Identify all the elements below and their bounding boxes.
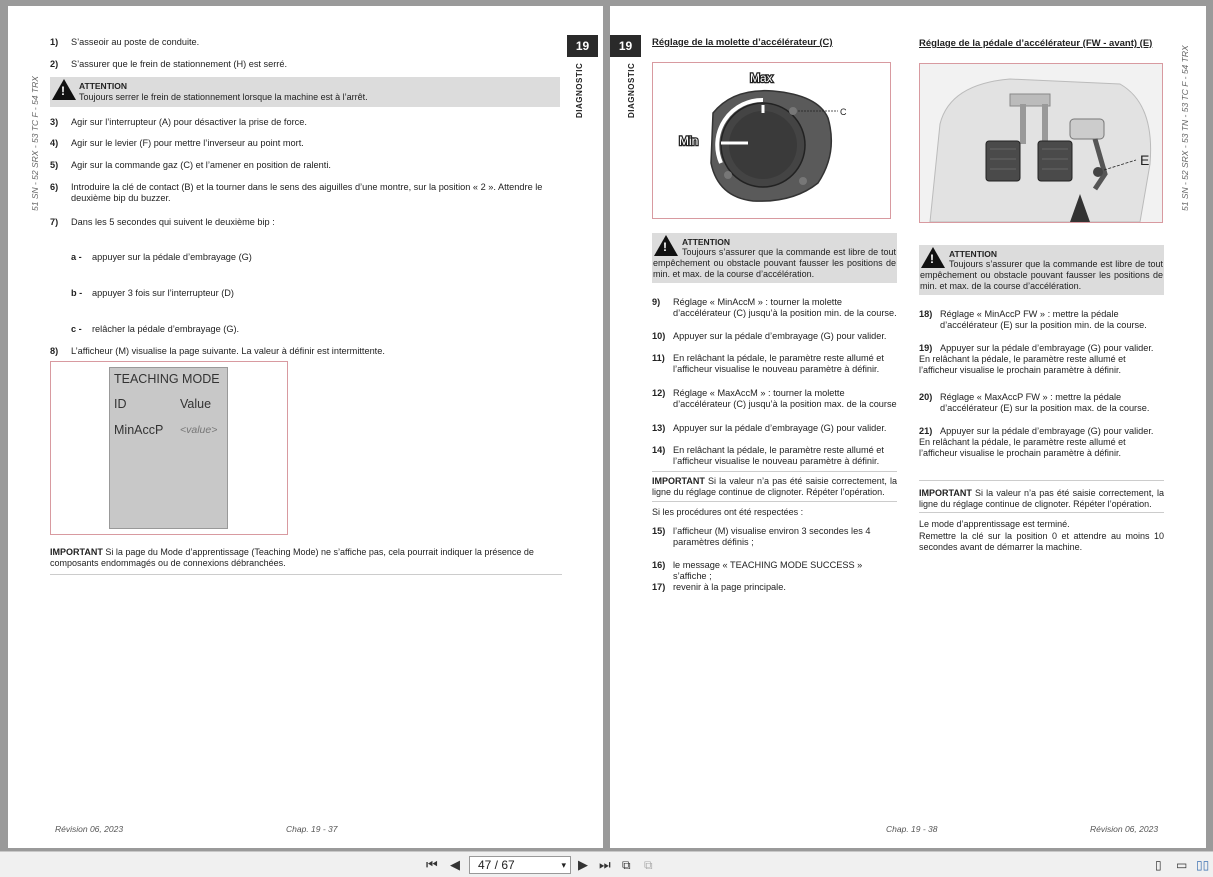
- last-page-button[interactable]: ⏭: [599, 857, 611, 872]
- first-page-button[interactable]: ⏮: [426, 857, 438, 872]
- page-side-text: 51 SN - 52 SRX - 53 TC F - 54 TRX: [30, 76, 40, 211]
- page-left: [8, 6, 603, 848]
- teaching-mode-display: [109, 367, 228, 529]
- footer-page: Chap. 19 - 37: [286, 824, 338, 834]
- attention-text: Toujours s’assurer que la commande est libre de tout empêchement ou obstacle pouvant fausser les positions de min. et max. de la course d’accélération.: [653, 247, 896, 279]
- pedal-illustration: [920, 64, 1162, 222]
- list-item: 15) l’afficheur (M) visualise environ 3 secondes les 4 paramètres définis ;: [652, 526, 871, 547]
- important-note: IMPORTANT Si la valeur n’a pas été saisie correctement, la ligne du réglage continue de clignoter. Répéter l’opération.: [919, 488, 1164, 509]
- accelerator-pedal-figure: [919, 63, 1163, 223]
- attention-title: ATTENTION: [682, 237, 731, 247]
- section-title-pedal: Réglage de la pédale d’accélérateur (FW - avant) (E): [919, 38, 1153, 49]
- sub-list-item: a - appuyer sur la pédale d’embrayage (G): [71, 252, 252, 262]
- list-item: 5) Agir sur la commande gaz (C) et l’amener en position de ralenti.: [50, 160, 331, 170]
- end-text: Le mode d’apprentissage est terminé.: [919, 519, 1070, 529]
- chevron-down-icon: ▾: [561, 860, 566, 870]
- facing-layout-icon[interactable]: ▯▯: [1196, 858, 1210, 872]
- list-item: 17) revenir à la page principale.: [652, 582, 786, 592]
- release-text: En relâchant la pédale, le paramètre reste allumé et l’afficheur visualise le prochain paramètre à définir.: [919, 354, 1126, 375]
- dial-label-max: Max: [750, 71, 773, 85]
- display-col-id: ID: [114, 397, 127, 411]
- dial-label-c: C: [840, 107, 847, 117]
- divider: [919, 480, 1164, 481]
- single-layout-icon[interactable]: ▯: [1155, 858, 1162, 872]
- previous-page-button[interactable]: ◀: [450, 857, 460, 872]
- important-note: IMPORTANT Si la page du Mode d’apprentissage (Teaching Mode) ne s’affiche pas, cela pourrait indiquer la présence de composants endommagés ou de connexions débranchées.: [50, 547, 534, 568]
- list-item: 13) Appuyer sur la pédale d’embrayage (G) pour valider.: [652, 423, 887, 433]
- next-page-button[interactable]: ▶: [578, 857, 588, 872]
- end-text: Remettre la clé sur la position 0 et attendre au moins 10 secondes avant de démarrer la machine.: [919, 531, 1164, 552]
- section-label: DIAGNOSTIC: [575, 62, 584, 118]
- list-item: 12) Réglage « MaxAccM » : tourner la molette d’accélérateur (C) jusqu’à la position max. de la course: [652, 388, 897, 409]
- divider: [652, 501, 897, 502]
- display-title: TEACHING MODE: [114, 372, 220, 386]
- chapter-number: 19: [610, 35, 641, 57]
- section-label: DIAGNOSTIC: [627, 62, 636, 118]
- display-row-id: MinAccP: [114, 423, 164, 437]
- pedal-label-e: E: [1140, 152, 1150, 168]
- sub-list-item: b - appuyer 3 fois sur l’interrupteur (D): [71, 288, 234, 298]
- attention-text: Toujours s’assurer que la commande est libre de tout empêchement ou obstacle pouvant fausser les positions de min. et max. de la course d’accélération.: [920, 259, 1163, 291]
- footer-revision: Révision 06, 2023: [1090, 824, 1159, 834]
- page-side-text: 51 SN - 52 SRX - 53 TN - 53 TC F - 54 TRX: [1180, 45, 1190, 211]
- list-item: 18) Réglage « MinAccP FW » : mettre la pédale d’accélérateur (E) sur la position min. de la course.: [919, 309, 1147, 330]
- chapter-number: 19: [567, 35, 598, 57]
- list-item: 21) Appuyer sur la pédale d’embrayage (G) pour valider.: [919, 426, 1154, 436]
- list-item: 16) le message « TEACHING MODE SUCCESS » s’affiche ;: [652, 560, 863, 581]
- list-item: 11) En relâchant la pédale, le paramètre reste allumé et l’afficheur visualise le nouveau paramètre à définir.: [652, 353, 884, 374]
- page-right: [610, 6, 1206, 848]
- page-selector[interactable]: 47 / 67 ▾: [469, 856, 571, 874]
- divider: [50, 574, 562, 575]
- footer-page: Chap. 19 - 38: [886, 824, 938, 834]
- list-item: 19) Appuyer sur la pédale d’embrayage (G) pour valider.: [919, 343, 1154, 353]
- divider: [919, 512, 1164, 513]
- list-item: 14) En relâchant la pédale, le paramètre reste allumé et l’afficheur visualise le nouveau paramètre à définir.: [652, 445, 884, 466]
- list-item: 2) S’assurer que le frein de stationnement (H) est serré.: [50, 59, 288, 69]
- list-item: 8) L’afficheur (M) visualise la page suivante. La valeur à définir est intermittente.: [50, 346, 385, 356]
- list-item: 20) Réglage « MaxAccP FW » : mettre la pédale d’accélérateur (E) sur la position max. de la course.: [919, 392, 1150, 413]
- attention-box: ! ATTENTION Toujours s’assurer que la commande est libre de tout empêchement ou obstacle pouvant fausser les positions de min. et max. de la course d’accélération.: [652, 233, 897, 283]
- list-item: 7) Dans les 5 secondes qui suivent le deuxième bip :: [50, 217, 275, 227]
- continuous-layout-icon[interactable]: ▭: [1176, 858, 1188, 872]
- important-note: IMPORTANT Si la valeur n’a pas été saisie correctement, la ligne du réglage continue de clignoter. Répéter l’opération.: [652, 476, 897, 497]
- display-row-value: <value>: [180, 424, 218, 436]
- list-item: 4) Agir sur le levier (F) pour mettre l’inverseur au point mort.: [50, 138, 304, 148]
- sub-list-item: c - relâcher la pédale d’embrayage (G).: [71, 324, 240, 334]
- list-item: 10) Appuyer sur la pédale d’embrayage (G) pour valider.: [652, 331, 887, 341]
- footer-revision: Révision 06, 2023: [55, 824, 124, 834]
- list-item: 1) S’asseoir au poste de conduite.: [50, 37, 200, 47]
- list-item: 6) Introduire la clé de contact (B) et la tourner dans le sens des aiguilles d’une montre, sur la position « 2 ». Attendre le deuxième bip du buzzer.: [50, 182, 543, 203]
- viewer-toolbar: [0, 851, 1213, 877]
- attention-box: ! ATTENTION Toujours serrer le frein de stationnement lorsque la machine est à l’arrêt.: [50, 77, 560, 107]
- throttle-dial-illustration: [653, 63, 890, 218]
- attention-title: ATTENTION: [949, 249, 998, 259]
- display-col-value: Value: [180, 397, 212, 411]
- list-item: 3) Agir sur l’interrupteur (A) pour désactiver la prise de force.: [50, 117, 307, 127]
- section-title-wheel: Réglage de la molette d’accélérateur (C): [652, 37, 833, 48]
- attention-box: ! ATTENTION Toujours s’assurer que la commande est libre de tout empêchement ou obstacle pouvant fausser les positions de min. et max. de la course d’accélération.: [919, 245, 1164, 295]
- release-text: En relâchant la pédale, le paramètre reste allumé et l’afficheur visualise le prochain paramètre à définir.: [919, 437, 1126, 458]
- dial-label-min: Min: [679, 134, 699, 148]
- list-item: 9) Réglage « MinAccM » : tourner la molette d’accélérateur (C) jusqu’à la position min. de la course.: [652, 297, 897, 318]
- attention-text: Toujours serrer le frein de stationnement lorsque la machine est à l’arrêt.: [79, 92, 368, 102]
- dual-page-view-icon[interactable]: ⧉: [644, 858, 653, 872]
- single-page-view-icon[interactable]: ⧉: [622, 858, 631, 872]
- attention-title: ATTENTION: [79, 81, 128, 91]
- throttle-dial-figure: [652, 62, 891, 219]
- procedures-text: Si les procédures ont été respectées :: [652, 507, 804, 517]
- divider: [652, 471, 897, 472]
